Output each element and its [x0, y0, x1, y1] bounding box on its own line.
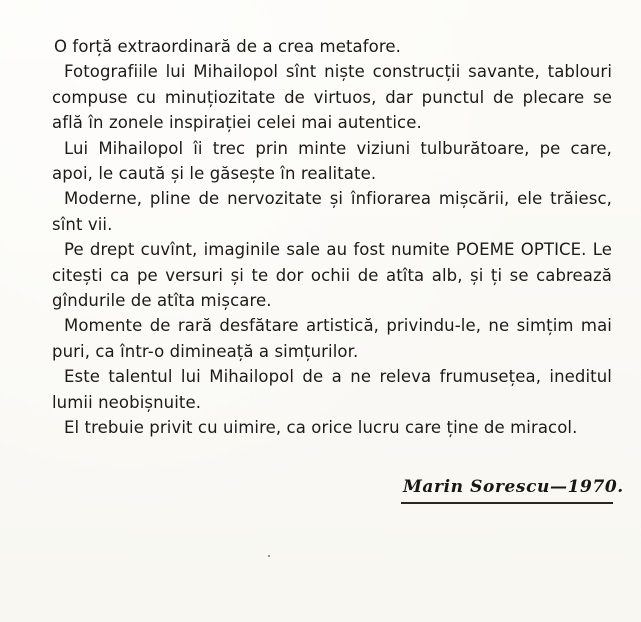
signature-underline — [401, 502, 613, 504]
paragraph-8: El trebuie privit cu uimire, ca orice lucru care ține de miracol. — [64, 418, 578, 438]
paragraph-7: Este talentul lui Mihailopol de a ne releva frumusețea, ineditul lumii neobișnuite. — [52, 367, 612, 412]
paragraph-3: Lui Mihailopol îi trec prin minte viziuni tulburătoare, pe care, apoi, le caută și le găsește în realitate. — [52, 138, 612, 184]
paragraph-6: Momente de rară desfătare artistică, privindu-le, ne simțim mai puri, ca într-o dimineață a simțurilor. — [52, 316, 612, 361]
paragraph-4: Moderne, pline de nervozitate și înfiorarea mișcării, ele trăiesc, sînt vii. — [52, 189, 612, 234]
paper-speck — [268, 555, 270, 557]
paragraph-1: O forță extraordinară de a crea metafore. — [54, 37, 401, 56]
essay-text — [52, 34, 612, 441]
author-signature: Marin Sorescu—1970. — [403, 477, 624, 497]
paragraph-5: Pe drept cuvînt, imaginile sale au fost numite POEME OPTICE. Le citești ca pe versuri și te dor ochii de atîta alb, și ți se cabrează gîndurile de atîta mișcare. — [52, 240, 612, 311]
paragraph-2: Fotografiile lui Mihailopol sînt niște construcții savante, tablouri compuse cu minuțiozitate de virtuos, dar punctul de plecare se află în zonele inspirației celei mai autentice. — [52, 62, 612, 133]
